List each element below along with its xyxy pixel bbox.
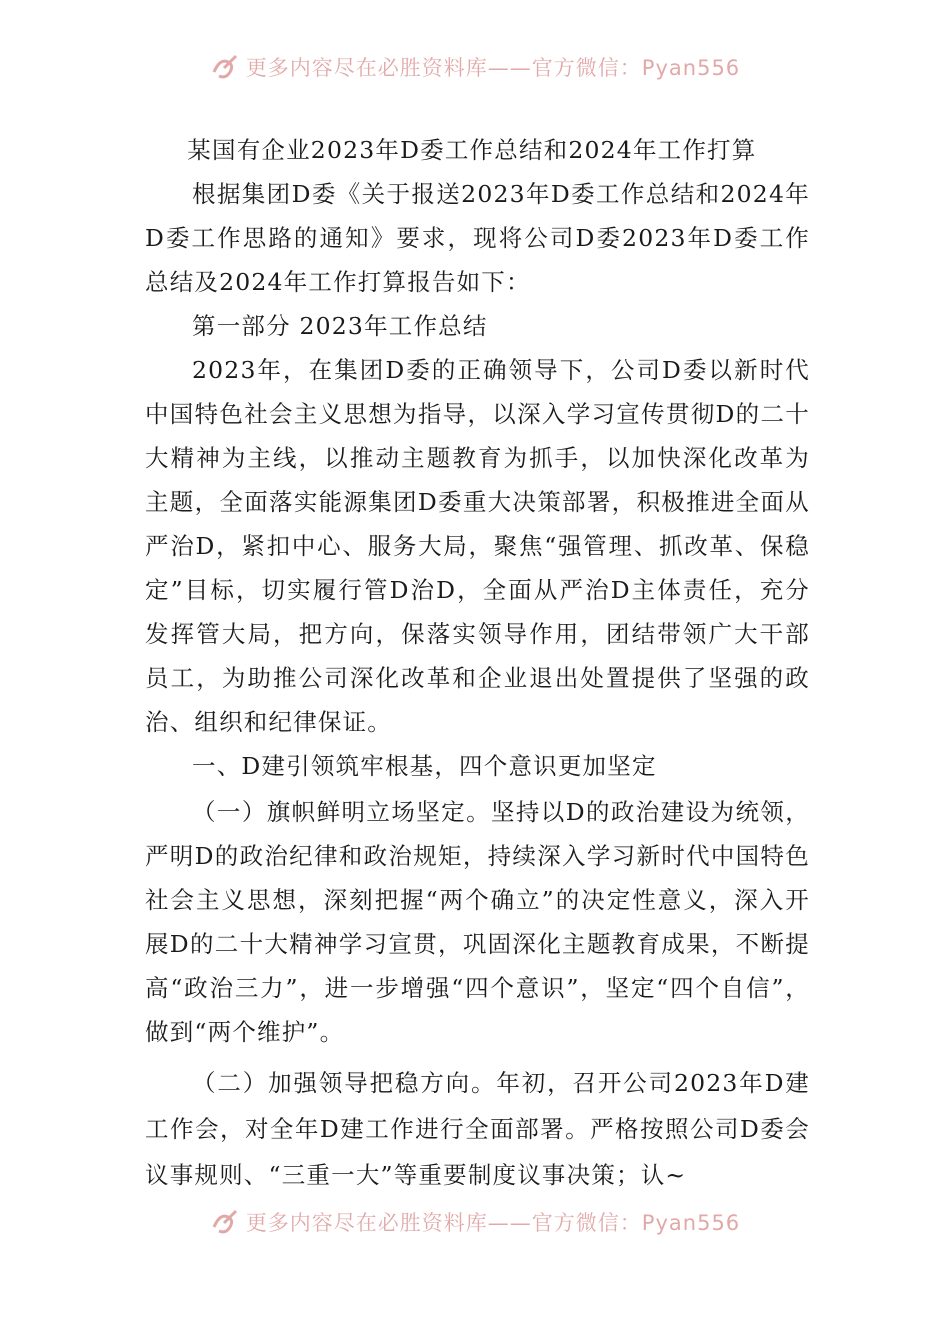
watermark-text: 更多内容尽在必胜资料库——官方微信：Pyan556 bbox=[245, 1211, 741, 1235]
document-title: 某国有企业2023年D委工作总结和2024年工作打算 bbox=[187, 136, 757, 164]
subsection-2-paragraph: （二）加强领导把稳方向。年初，召开公司2023年D建工作会，对全年D建工作进行全面部署。严格按照公司D委会议事规则、“三重一大”等重要制度议事决策；认~ bbox=[145, 1069, 810, 1189]
section1-heading: 一、D建引领筑牢根基，四个意识更加坚定 bbox=[192, 752, 657, 780]
part1-heading: 第一部分 2023年工作总结 bbox=[192, 312, 488, 340]
subsection-1-paragraph: （一）旗帜鲜明立场坚定。坚持以D的政治建设为统领，严明D的政治纪律和政治规矩，持续深入学习新时代中国特色社会主义思想，深刻把握“两个确立”的决定性意义，深入开展D的二十大精神学习宣贯，巩固深化主题教育成果，不断提高“政治三力”，进一步增强“四个意识”，坚定“四个自信”，做到“两个维护”。 bbox=[145, 798, 810, 1046]
watermark-header bbox=[0, 50, 950, 84]
brand-logo-icon bbox=[210, 1207, 240, 1237]
intro-paragraph: 根据集团D委《关于报送2023年D委工作总结和2024年D委工作思路的通知》要求，现将公司D委2023年D委工作总结及2024年工作打算报告如下： bbox=[145, 180, 810, 296]
watermark-footer bbox=[0, 1205, 950, 1239]
watermark-text: 更多内容尽在必胜资料库——官方微信：Pyan556 bbox=[245, 56, 741, 80]
document-body bbox=[145, 128, 810, 1198]
overview-paragraph: 2023年，在集团D委的正确领导下，公司D委以新时代中国特色社会主义思想为指导，以深入学习宣传贯彻D的二十大精神为主线，以推动主题教育为抓手，以加快深化改革为主题，全面落实能源集团D委重大决策部署，积极推进全面从严治D，紧扣中心、服务大局，聚焦“强管理、抓改革、保稳定”目标，切实履行管D治D，全面从严治D主体责任，充分发挥管大局，把方向，保落实领导作用，团结带领广大干部员工，为助推公司深化改革和企业退出处置提供了坚强的政治、组织和纪律保证。 bbox=[145, 356, 810, 736]
brand-logo-icon bbox=[210, 52, 240, 82]
